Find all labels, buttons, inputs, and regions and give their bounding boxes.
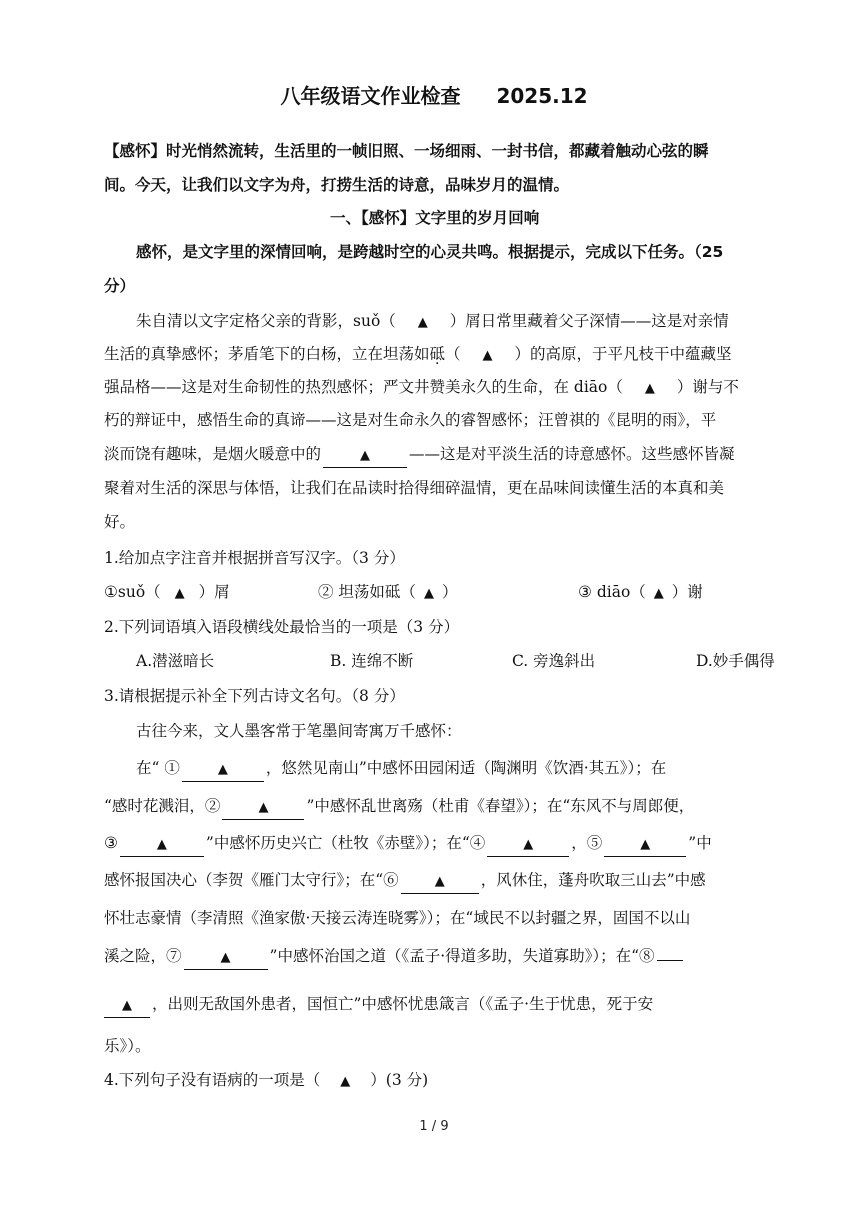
- passage-line-1: [136, 310, 729, 334]
- poem-text: ”中感怀历史兴亡（杜牧《赤壁》）；在“④: [205, 834, 486, 852]
- title-text: 八年级语文作业检查: [280, 84, 461, 108]
- page-title: [0, 80, 868, 109]
- passage-text: 生活的真挚感怀；茅盾笔下的白杨，立在坦荡如: [104, 345, 430, 363]
- question-3-lead: 古往今来，文人墨客常于笔墨间寄寓万千感怀：: [136, 722, 462, 740]
- passage-text: ）屑日常里藏着父子深情——这是对亲情: [449, 312, 729, 330]
- fill-blank[interactable]: [120, 832, 204, 857]
- title-date: 2025.12: [496, 84, 588, 108]
- section-description-2: 分）: [104, 277, 136, 295]
- passage-text: 强品格——这是对生命韧性的热烈感怀；严文井赞美永久的生命，在 diāo（: [104, 378, 623, 396]
- passage-line-4: 朽的辩证中，感悟生命的真谛——这是对生命永久的睿智感怀；汪曾祺的《昆明的雨》，平: [104, 411, 717, 429]
- passage-text: ）的高原，于平凡枝干中蕴藏坚: [514, 345, 732, 363]
- option-d[interactable]: D.妙手偶得: [696, 652, 775, 670]
- poem-text: ，风休住，蓬舟吹取三山去”中感: [480, 871, 706, 889]
- poem-text: ”中感怀乱世离殇（杜甫《春望》）；在“东风不与周郎便，: [306, 797, 695, 815]
- fill-blank[interactable]: [222, 795, 304, 820]
- answer-text: ② 坦荡如砥（: [318, 583, 416, 601]
- blank-marker: ▲: [217, 762, 228, 777]
- question-1-item-2: [318, 581, 457, 605]
- blank-marker: ▲: [220, 950, 231, 965]
- passage-line-3: [104, 376, 739, 400]
- question-1-item-1: [104, 581, 230, 605]
- answer-text: ）: [441, 583, 458, 601]
- question-4-stem: [104, 1069, 428, 1093]
- fill-blank[interactable]: [323, 443, 407, 468]
- intro-line-2: 间。今天，让我们以文字为舟，打捞生活的诗意，品味岁月的温情。: [104, 176, 570, 194]
- poem-line-2: [104, 795, 694, 820]
- page-number: 1 / 9: [419, 1119, 449, 1134]
- poem-line-6: [104, 945, 685, 970]
- blank-marker: ▲: [156, 837, 167, 852]
- blank-marker: ▲: [417, 315, 428, 330]
- poem-text: ③: [104, 834, 118, 852]
- blank-marker: ▲: [340, 1074, 351, 1089]
- passage-text: 淡而饶有趣味，是烟火暖意中的: [104, 445, 322, 463]
- blank-marker: ▲: [653, 586, 664, 601]
- poem-text: 在“ ①: [136, 759, 180, 777]
- blank-marker: ▲: [258, 800, 269, 815]
- answer-text: ）谢: [671, 583, 703, 601]
- poem-text: ，悠然见南山”中感怀田园闲适（陶渊明《饮酒·其五》）；在: [265, 759, 667, 777]
- question-3-stem: 3.请根据提示补全下列古诗文名句。（8 分）: [104, 687, 405, 705]
- answer-text: ③ diāo（: [578, 583, 646, 601]
- fill-blank[interactable]: [401, 869, 479, 894]
- question-text: 4.下列句子没有语病的一项是（: [104, 1071, 321, 1089]
- answer-text: ①suǒ（: [104, 583, 161, 601]
- option-c[interactable]: C. 旁逸斜出: [512, 652, 596, 670]
- fill-blank[interactable]: [657, 960, 683, 961]
- fill-blank[interactable]: [184, 945, 268, 970]
- blank-marker: ▲: [423, 586, 434, 601]
- passage-text: （: [445, 345, 461, 363]
- poem-text: “感时花溅泪，②: [104, 797, 221, 815]
- fill-blank[interactable]: [487, 832, 569, 857]
- blank-marker: ▲: [482, 348, 493, 363]
- question-1-stem: 1.给加点字注音并根据拼音写汉字。（3 分）: [104, 549, 405, 567]
- passage-text: ）谢与不: [676, 378, 739, 396]
- passage-text: ——这是对平淡生活的诗意感怀。这些感怀皆凝: [409, 445, 735, 463]
- section-description-1: 感怀，是文字里的深情回响，是跨越时空的心灵共鸣。根据提示，完成以下任务。（25: [136, 243, 724, 261]
- poem-line-3: [104, 832, 712, 857]
- poem-text: ”中感怀治国之道（《孟子·得道多助，失道寡助》）；在“⑧: [269, 947, 655, 965]
- answer-text: ）屑: [198, 583, 230, 601]
- poem-line-5: 怀壮志豪情（李清照《渔家傲·天接云涛连晓雾》）；在“域民不以封疆之界，固国不以山: [104, 909, 691, 927]
- fill-blank[interactable]: [182, 757, 264, 782]
- blank-marker: ▲: [644, 381, 655, 396]
- poem-line-1: [136, 757, 666, 782]
- passage-line-6: 聚着对生活的深思与体悟，让我们在品读时拾得细碎温情，更在品味间读懂生活的本真和美: [104, 479, 725, 497]
- passage-line-2: [104, 343, 732, 367]
- section-heading: 一、【感怀】文字里的岁月回响: [330, 209, 540, 227]
- question-text: ）(3 分): [370, 1071, 429, 1089]
- passage-line-5: [104, 443, 735, 468]
- poem-text: ，⑤: [571, 834, 603, 852]
- fill-blank[interactable]: [604, 832, 686, 857]
- blank-marker: ▲: [122, 998, 132, 1013]
- poem-line-8: 乐》）。: [104, 1037, 151, 1055]
- blank-marker: ▲: [640, 837, 651, 852]
- dotted-char: 砥: [429, 345, 446, 363]
- blank-marker: ▲: [174, 586, 185, 601]
- intro-line-1: 【感怀】时光悄然流转，生活里的一帧旧照、一场细雨、一封书信，都藏着触动心弦的瞬: [104, 142, 709, 160]
- poem-text: 溪之险，⑦: [104, 947, 182, 965]
- poem-text: ”中: [688, 834, 712, 852]
- poem-line-4: [104, 869, 706, 894]
- poem-line-7: [104, 993, 653, 1018]
- question-1-item-3: [578, 581, 703, 605]
- option-b[interactable]: B. 连绵不断: [330, 652, 414, 670]
- poem-text: ，出则无敌国外患者，国恒亡”中感怀忧患箴言（《孟子·生于忧患，死于安: [152, 995, 654, 1013]
- blank-marker: ▲: [523, 837, 534, 852]
- fill-blank[interactable]: [104, 993, 150, 1018]
- passage-text: 朱自清以文字定格父亲的背影，suǒ（: [136, 312, 396, 330]
- blank-marker: ▲: [434, 874, 445, 889]
- question-2-stem: 2.下列词语填入语段横线处最恰当的一项是（3 分）: [104, 618, 460, 636]
- blank-marker: ▲: [360, 448, 371, 463]
- passage-line-7: 好。: [104, 513, 136, 531]
- poem-text: 感怀报国决心（李贺《雁门太守行》；在“⑥: [104, 871, 399, 889]
- option-a[interactable]: A.潜滋暗长: [136, 652, 215, 670]
